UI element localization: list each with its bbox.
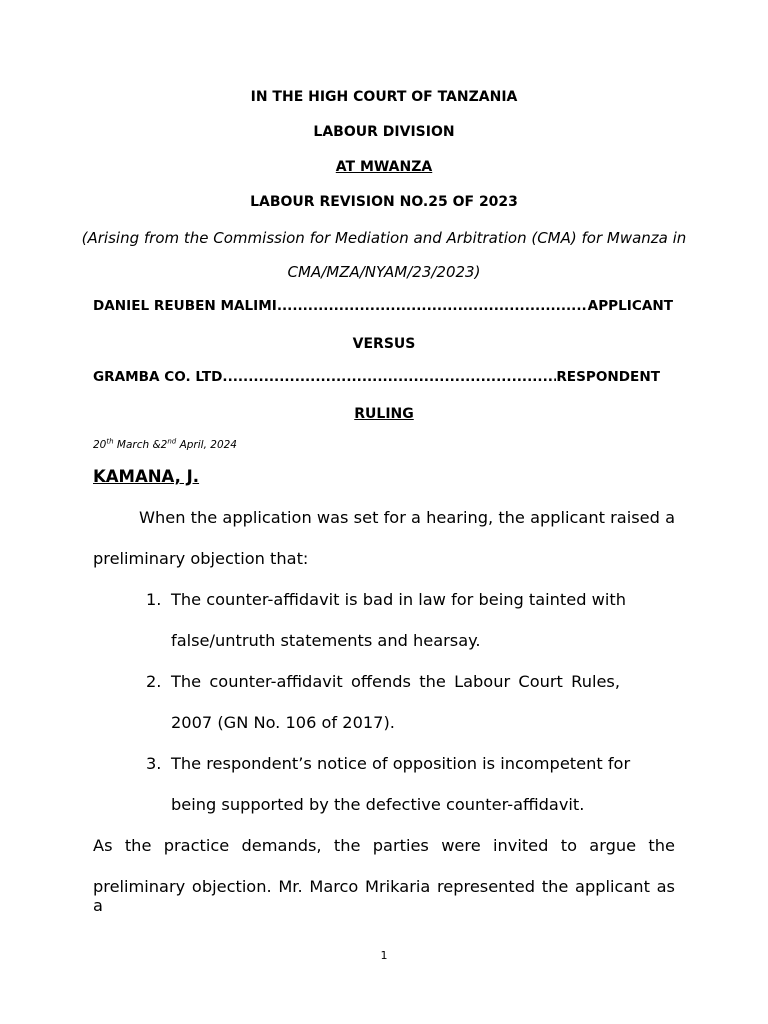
case-number: LABOUR REVISION NO.25 OF 2023 <box>250 194 518 210</box>
intro-line-2: preliminary objection that: <box>93 549 309 568</box>
respondent-name: GRAMBA CO. LTD. <box>93 369 228 385</box>
objection-1-number: 1. <box>146 590 162 609</box>
objection-1-line-2: false/untruth statements and hearsay. <box>171 631 481 650</box>
court-heading: IN THE HIGH COURT OF TANZANIA <box>250 89 518 105</box>
applicant-line <box>93 298 673 314</box>
objection-2-number: 2. <box>146 672 162 691</box>
respondent-role: RESPONDENT <box>556 369 660 385</box>
versus-label: VERSUS <box>352 336 416 352</box>
respondent-leader-dots <box>228 369 557 385</box>
applicant-name: DANIEL REUBEN MALIMI <box>93 298 277 314</box>
applicant-leader-dots <box>277 298 588 314</box>
date-tail: April, 2024 <box>176 439 237 451</box>
division-heading: LABOUR DIVISION <box>313 124 455 140</box>
applicant-role: APPLICANT <box>587 298 673 314</box>
objection-1-line-1: The counter-affidavit is bad in law for being tainted with <box>171 590 626 609</box>
respondent-line <box>93 369 660 385</box>
intro-line-1: When the application was set for a hearing, the applicant raised a <box>139 508 675 527</box>
arising-line-1: (Arising from the Commission for Mediation and Arbitration (CMA) for Mwanza in <box>81 229 687 247</box>
date-middle: March &2 <box>113 439 168 451</box>
objection-2-line-1: The counter-affidavit offends the Labour Court Rules, <box>171 672 620 691</box>
closing-line-2: preliminary objection. Mr. Marco Mrikaria represented the applicant as a <box>93 877 675 915</box>
arising-line-2: CMA/MZA/NYAM/23/2023) <box>287 263 481 281</box>
judge-name: KAMANA, J. <box>93 467 200 486</box>
objection-3-line-1: The respondent’s notice of opposition is incompetent for <box>171 754 631 773</box>
objection-3-line-2: being supported by the defective counter-affidavit. <box>171 795 585 814</box>
date-1-suffix: th <box>106 437 114 446</box>
ruling-title: RULING <box>354 406 414 422</box>
objection-3-number: 3. <box>146 754 162 773</box>
closing-line-1: As the practice demands, the parties were invited to argue the <box>93 836 675 855</box>
date-1-day: 20 <box>93 439 107 451</box>
location-heading: AT MWANZA <box>335 159 433 175</box>
date-2-suffix: nd <box>167 437 177 446</box>
hearing-dates <box>93 439 237 451</box>
page-number: 1 <box>380 949 388 962</box>
objection-2-line-2: 2007 (GN No. 106 of 2017). <box>171 713 395 732</box>
